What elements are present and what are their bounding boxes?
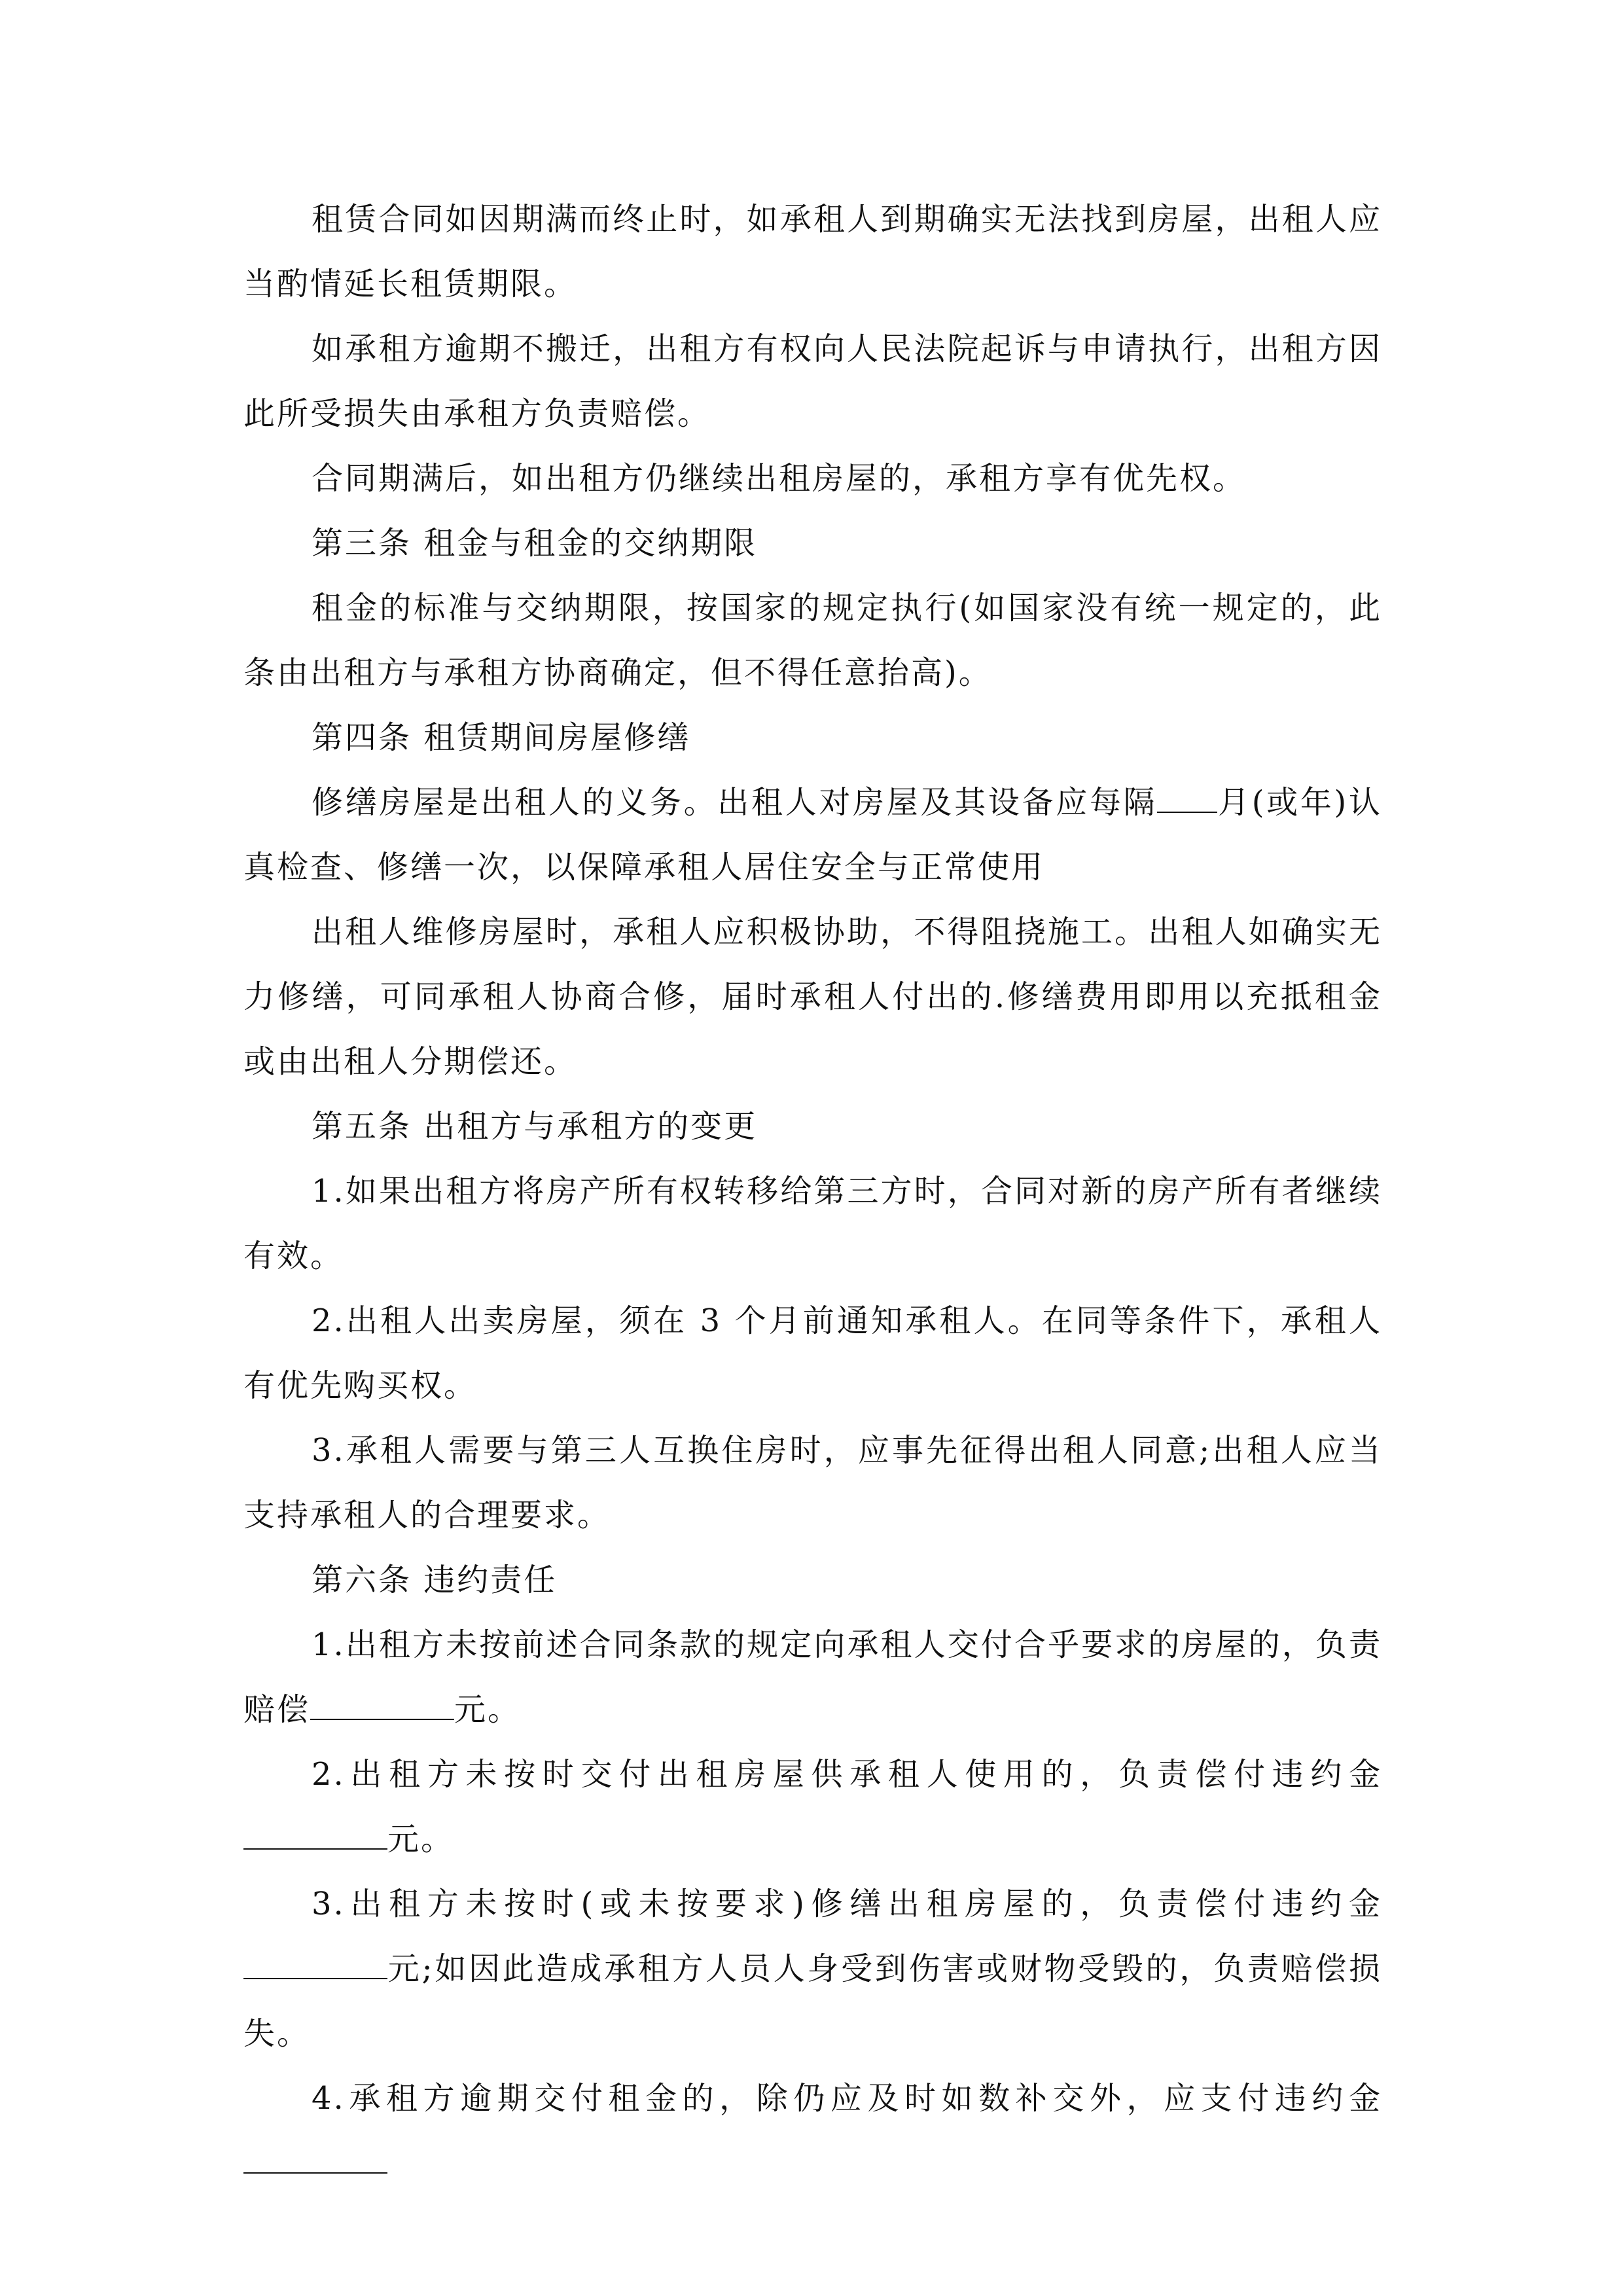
text-segment: 3.出租方未按时(或未按要求)修缮出租房屋的，负责偿付违约金: [312, 1886, 1382, 1922]
text-segment: 2.出租方未按时交付出租房屋供承租人使用的，负责偿付违约金: [312, 1756, 1382, 1793]
fill-in-blank[interactable]: [243, 2144, 387, 2174]
paragraph-overdue-move: 如承租方逾期不搬迁，出租方有权向人民法院起诉与申请执行，出租方因此所受损失由承租方负责赔偿。: [243, 331, 1382, 432]
paragraph-liability-1: [243, 1613, 1382, 1742]
text-segment: 4.承租方逾期交付租金的，除仍应及时如数补交外，应支付违约金: [312, 2080, 1382, 2117]
paragraph-change-3: 3.承租人需要与第三人互换住房时，应事先征得出租人同意;出租人应当支持承租人的合理要求。: [243, 1432, 1382, 1534]
paragraph-lease-expiry: 租赁合同如因期满而终止时，如承租人到期确实无法找到房屋，出租人应当酌情延长租赁期限。: [243, 201, 1382, 302]
fill-in-blank[interactable]: [243, 1820, 387, 1850]
paragraph-liability-4: [243, 2066, 1382, 2196]
article-6-heading: 第六条 违约责任: [312, 1562, 558, 1598]
article-3-heading: 第三条 租金与租金的交纳期限: [312, 525, 758, 562]
document-body: [243, 187, 1382, 2196]
text-segment: 月(或年)认真检查、修缮一次，以保障承租人居住安全与正常使用: [243, 784, 1382, 886]
text-segment: 修缮房屋是出租人的义务。出租人对房屋及其设备应每隔: [312, 784, 1158, 821]
text-segment: 1.出租方未按前述合同条款的规定向承租人交付合乎要求的房屋的，负责赔偿: [243, 1626, 1382, 1728]
paragraph-liability-3: [243, 1872, 1382, 2066]
fill-in-blank[interactable]: [310, 1690, 454, 1720]
paragraph-repair-cooperation: 出租人维修房屋时，承租人应积极协助，不得阻挠施工。出租人如确实无力修缮，可同承租人协商合修，届时承租人付出的.修缮费用即用以充抵租金或由出租人分期偿还。: [243, 914, 1382, 1080]
fill-in-blank[interactable]: [243, 1949, 387, 1979]
fill-in-blank[interactable]: [1157, 783, 1217, 813]
article-5-heading: 第五条 出租方与承租方的变更: [312, 1108, 758, 1145]
paragraph-rent-standard: 租金的标准与交纳期限，按国家的规定执行(如国家没有统一规定的，此条由出租方与承租方协商确定，但不得任意抬高)。: [243, 590, 1382, 691]
paragraph-liability-2: [243, 1742, 1382, 1872]
text-segment: 元。: [387, 1821, 455, 1857]
paragraph-change-2: 2.出租人出卖房屋，须在 3 个月前通知承租人。在同等条件下，承租人有优先购买权。: [243, 1302, 1382, 1404]
paragraph-priority-right: 合同期满后，如出租方仍继续出租房屋的，承租方享有优先权。: [312, 460, 1247, 497]
paragraph-repair-duty: [243, 770, 1382, 900]
article-4-heading: 第四条 租赁期间房屋修缮: [312, 719, 691, 756]
text-segment: 元。: [454, 1691, 522, 1728]
paragraph-change-1: 1.如果出租方将房产所有权转移给第三方时，合同对新的房产所有者继续有效。: [243, 1173, 1382, 1274]
text-segment: 元;如因此造成承租方人员人身受到伤害或财物受毁的，负责赔偿损失。: [243, 1950, 1382, 2052]
